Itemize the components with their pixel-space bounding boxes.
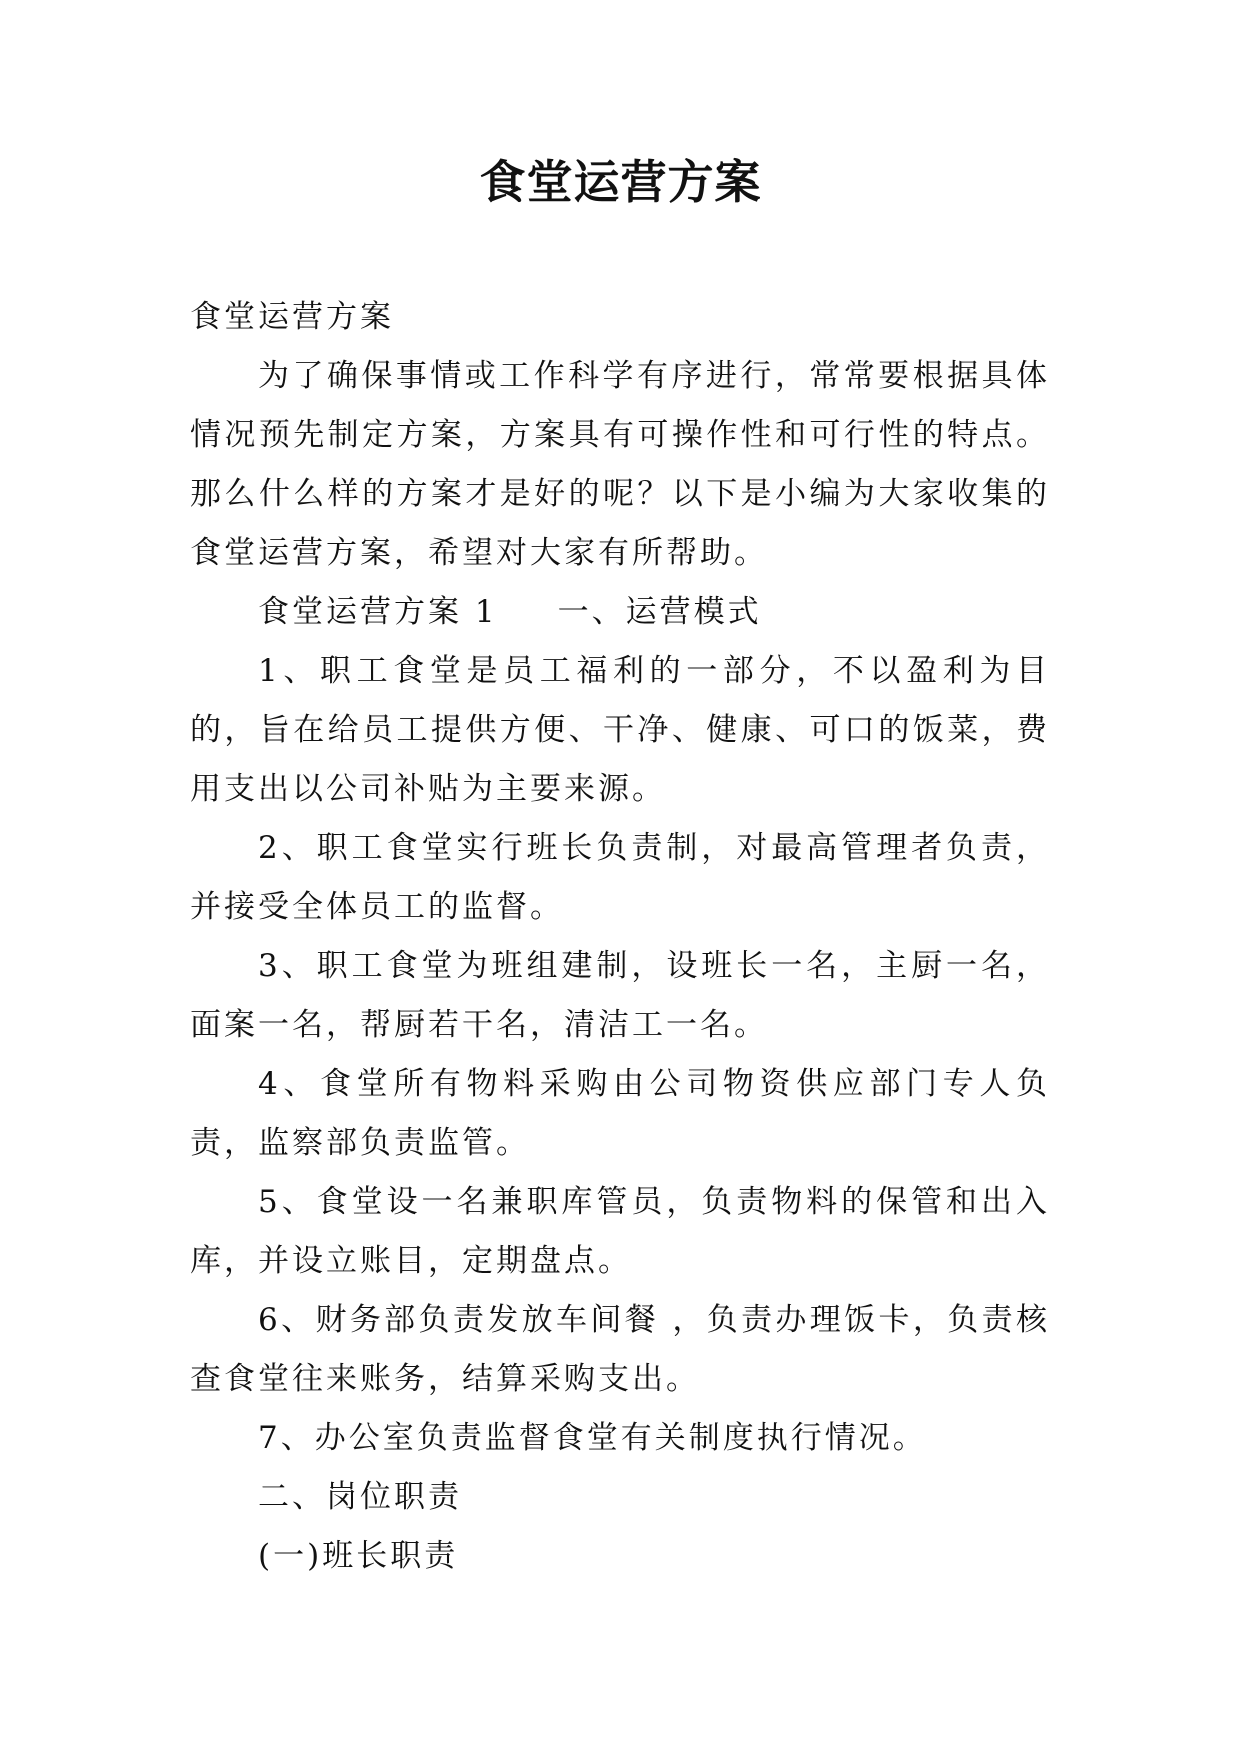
list-item: 4、食堂所有物料采购由公司物资供应部门专人负责，监察部负责监管。: [190, 1066, 1050, 1161]
section-1-heading: 一、运营模式: [557, 594, 762, 630]
list-item: 2、职工食堂实行班长负责制，对最高管理者负责，并接受全体员工的监督。: [190, 830, 1050, 925]
subsection-1-heading: (一)班长职责: [258, 1538, 459, 1574]
list-item: 6、财务部负责发放车间餐 ，负责办理饭卡，负责核查食堂往来账务，结算采购支出。: [190, 1302, 1050, 1397]
section-2-heading: 二、岗位职责: [258, 1479, 462, 1515]
list-item: 1、职工食堂是员工福利的一部分，不以盈利为目的，旨在给员工提供方便、干净、健康、可口的饭菜，费用支出以公司补贴为主要来源。: [190, 653, 1050, 807]
list-item: 7、办公室负责监督食堂有关制度执行情况。: [258, 1420, 927, 1456]
document-title: 食堂运营方案: [479, 155, 762, 209]
intro-paragraph: 为了确保事情或工作科学有序进行，常常要根据具体情况预先制定方案，方案具有可操作性和可行性的特点。那么什么样的方案才是好的呢？以下是小编为大家收集的食堂运营方案，希望对大家有所帮助。: [190, 358, 1050, 571]
section-1-line: [190, 583, 1050, 642]
document-body: [190, 288, 1050, 1586]
list-item: 5、食堂设一名兼职库管员，负责物料的保管和出入库，并设立账目，定期盘点。: [190, 1184, 1050, 1279]
document-subtitle: 食堂运营方案: [190, 299, 394, 335]
section-1-label: 食堂运营方案 1: [258, 594, 498, 630]
list-item: 3、职工食堂为班组建制，设班长一名，主厨一名，面案一名，帮厨若干名，清洁工一名。: [190, 948, 1050, 1043]
